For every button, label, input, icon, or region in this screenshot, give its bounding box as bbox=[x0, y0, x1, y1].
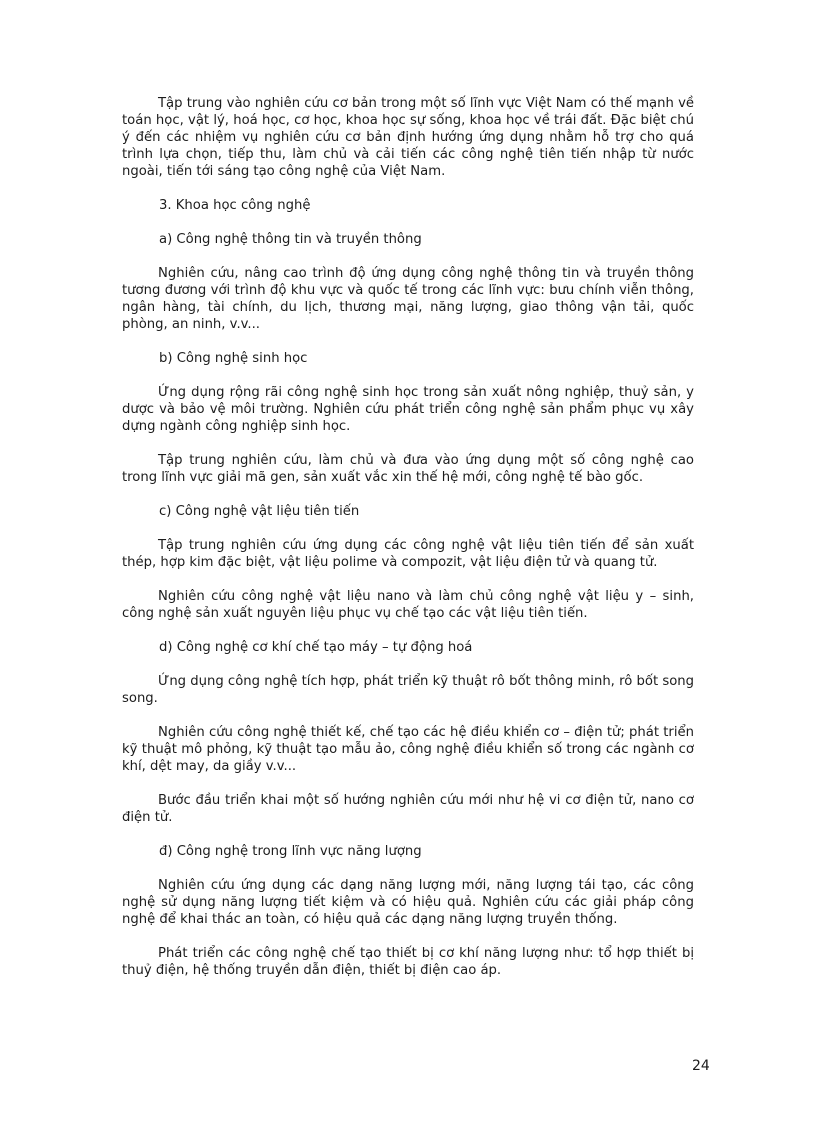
subsection-heading-materials: c) Công nghệ vật liệu tiên tiến bbox=[159, 504, 360, 519]
paragraph-materials-nano: Nghiên cứu công nghệ vật liệu nano và làm chủ công nghệ vật liệu y – sinh, công nghệ sản xuất nguyên liệu phục vụ chế tạo các vật liệu tiên tiến. bbox=[122, 589, 694, 621]
subsection-heading-energy: đ) Công nghệ trong lĩnh vực năng lượng bbox=[159, 844, 422, 859]
paragraph-ict: Nghiên cứu, nâng cao trình độ ứng dụng công nghệ thông tin và truyền thông tương đương với trình độ khu vực và quốc tế trong các lĩnh vực: bưu chính viễn thông, ngân hàng, tài chính, du lịch, thương mại, năng lượng, giao thông vận tải, quốc phòng, an ninh, v.v... bbox=[122, 266, 694, 332]
paragraph-biotech-research: Tập trung nghiên cứu, làm chủ và đưa vào ứng dụng một số công nghệ cao trong lĩnh vực giải mã gen, sản xuất vắc xin thế hệ mới, công nghệ tế bào gốc. bbox=[122, 453, 694, 485]
subsection-heading-ict: a) Công nghệ thông tin và truyền thông bbox=[159, 232, 422, 247]
document-page bbox=[122, 95, 694, 996]
paragraph-materials-steel: Tập trung nghiên cứu ứng dụng các công nghệ vật liệu tiên tiến để sản xuất thép, hợp kim đặc biệt, vật liệu polime và compozit, vật liệu điện tử và quang tử. bbox=[122, 538, 694, 570]
section-heading-technology: 3. Khoa học công nghệ bbox=[159, 198, 311, 213]
paragraph-basic-research: Tập trung vào nghiên cứu cơ bản trong một số lĩnh vực Việt Nam có thế mạnh về toán học, vật lý, hoá học, cơ học, khoa học sự sống, khoa học về trái đất. Đặc biệt chú ý đến các nhiệm vụ nghiên cứu cơ bản định hướng ứng dụng nhằm hỗ trợ cho quá trình lựa chọn, tiếp thu, làm chủ và cải tiến các công nghệ tiên tiến nhập từ nước ngoài, tiến tới sáng tạo công nghệ của Việt Nam. bbox=[122, 96, 694, 179]
subsection-heading-mechanical: d) Công nghệ cơ khí chế tạo máy – tự động hoá bbox=[159, 640, 473, 655]
paragraph-mems: Bước đầu triển khai một số hướng nghiên cứu mới như hệ vi cơ điện tử, nano cơ điện tử. bbox=[122, 793, 694, 825]
page-number: 24 bbox=[692, 1058, 710, 1074]
subsection-heading-biotech: b) Công nghệ sinh học bbox=[159, 351, 308, 366]
paragraph-biotech-application: Ứng dụng rộng rãi công nghệ sinh học trong sản xuất nông nghiệp, thuỷ sản, y dược và bảo vệ môi trường. Nghiên cứu phát triển công nghệ sản phẩm phục vụ xây dựng ngành công nghiệp sinh học. bbox=[122, 385, 694, 434]
paragraph-energy-research: Nghiên cứu ứng dụng các dạng năng lượng mới, năng lượng tái tạo, các công nghệ sử dụng năng lượng tiết kiệm và có hiệu quả. Nghiên cứu các giải pháp công nghệ để khai thác an toàn, có hiệu quả các dạng năng lượng truyền thống. bbox=[122, 878, 694, 927]
paragraph-control-systems: Nghiên cứu công nghệ thiết kế, chế tạo các hệ điều khiển cơ – điện tử; phát triển kỹ thuật mô phỏng, kỹ thuật tạo mẫu ảo, công nghệ điều khiển số trong các ngành cơ khí, dệt may, da giầy v.v... bbox=[122, 725, 694, 774]
paragraph-energy-equipment: Phát triển các công nghệ chế tạo thiết bị cơ khí năng lượng như: tổ hợp thiết bị thuỷ điện, hệ thống truyền dẫn điện, thiết bị điện cao áp. bbox=[122, 946, 694, 978]
paragraph-robotics: Ứng dụng công nghệ tích hợp, phát triển kỹ thuật rô bốt thông minh, rô bốt song song. bbox=[122, 674, 694, 706]
